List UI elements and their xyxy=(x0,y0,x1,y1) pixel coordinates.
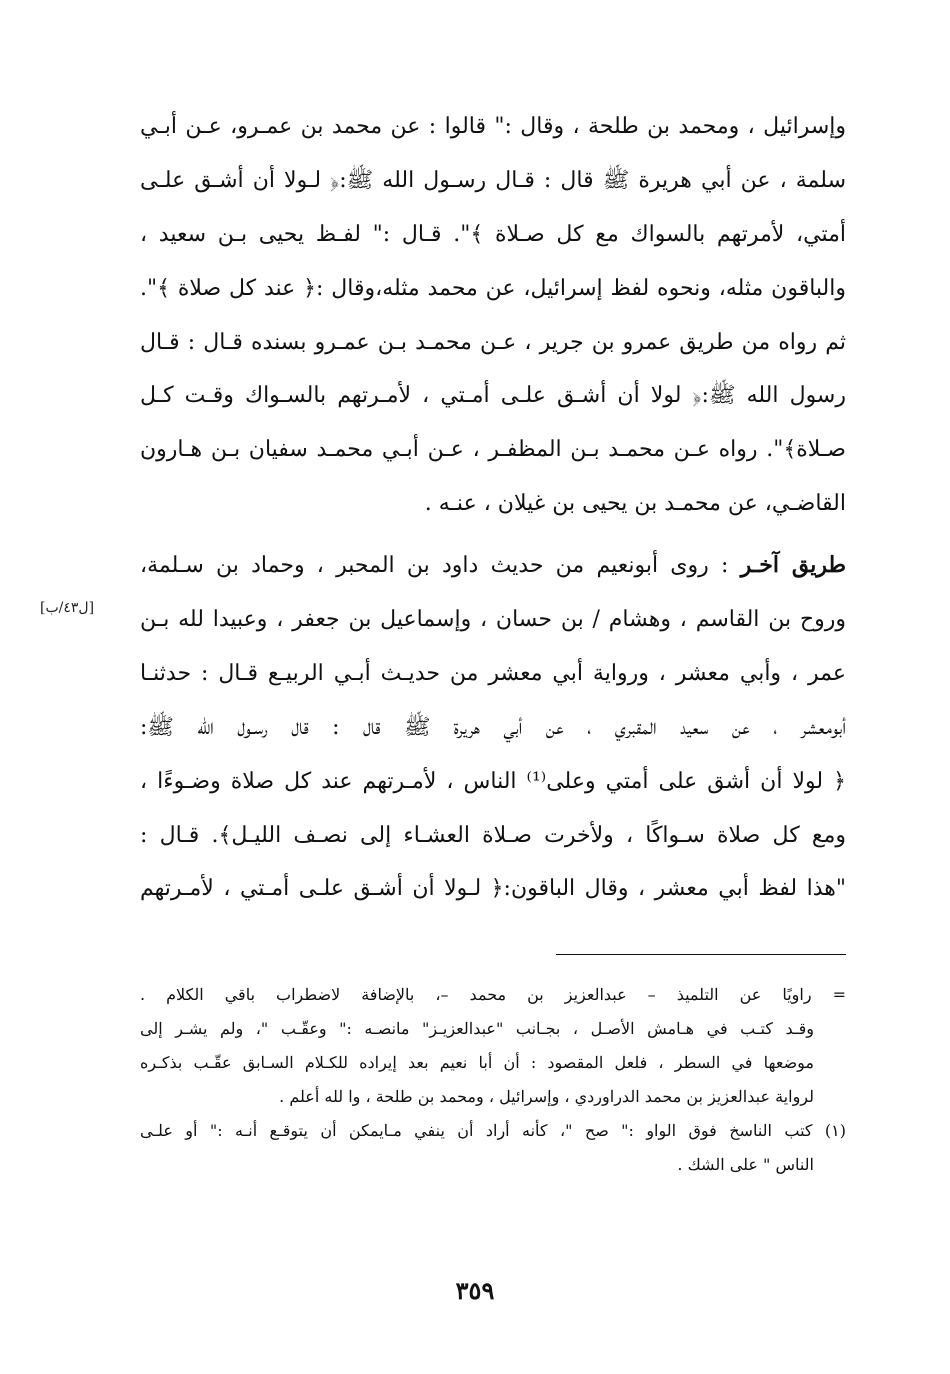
text-line: وإسرائيل ، ومحمد بن طلحة ، وقال :" قالوا : عن محمد بن عمـرو، عـن أبـي xyxy=(140,114,846,139)
footnote-line: لرواية عبدالعزيز بن محمد الدراوردي ، وإسرائيل ، ومحمد بن طلحة ، وا لله أعلم . xyxy=(279,1087,814,1106)
text-line: وروح بن القاسم ، وهشام / بن حسان ، وإسماعيل بن جعفر ، وعبيدا لله بـن xyxy=(140,607,846,633)
text-line: ﴿ لولا أن أشق على أمتي وعلى⁽¹⁾ الناس ، لأمـرتهم عند كل صلاة وضـوءًا ، xyxy=(140,768,846,794)
footnote-line: (١) كتب الناسخ فوق الواو :" صح "، كأنه أراد أن ينفي مـايمكن أن يتوقـع أنـه :" أو علـى xyxy=(140,1121,847,1140)
manuscript-folio-ref: [ل٤٣/ب] xyxy=(40,600,95,616)
footnotes xyxy=(140,978,846,1182)
text-line: أبومعشر ، عن سعيد المقبري ، عن أبي هريرة ﷺ قال : قال رسـول الله ﷺ: xyxy=(140,714,846,740)
text-line: ثم رواه من طريق عمرو بن جرير ، عـن محمـد بـن عمـرو بسنده قـال : قـال xyxy=(140,329,846,355)
text-line: "هذا لفظ أبي معشر ، وقال الباقون:﴿ لـولا أن أشـق علـى أمـتي ، لأمـرتهم xyxy=(140,876,846,902)
text-line: عمر ، وأبي معشر ، ورواية أبي معشر من حديـث أبـي الربيـع قـال : حدثنـا xyxy=(140,660,846,686)
footnote-line: الناس " على الشك . xyxy=(677,1155,814,1174)
text-line: أمتي، لأمرتهم بالسواك مع كل صـلاة ﴾". قـال :" لفـظ يحيى بـن سعيد ، xyxy=(140,221,846,247)
footnote-line: وقـد كتـب في هـامش الأصـل ، بجـانب "عبدالعزيـز" مانصـه :" وعقّـب "، ولم يشـر إلى xyxy=(140,1019,814,1038)
footnote-line: موضعها في السطر ، فلعل المقصود : أن أبا نعيم بعد إيراده للكـلام السـابق عقّـب بذكـره xyxy=(140,1053,814,1072)
paragraph-gap xyxy=(140,531,846,539)
main-text xyxy=(140,100,846,916)
text-line xyxy=(140,539,846,593)
sub-heading: طريق آخـر xyxy=(740,552,846,579)
text-span: : روى أبونعيم من حديث داود بن المحبر ، وحماد بن سـلمة، xyxy=(140,553,741,579)
text-line: القاضـي، عن محمـد بن يحيى بن غيلان ، عنـه . xyxy=(424,491,846,517)
text-line: سلمة ، عن أبي هريرة ﷺ قال : قـال رسـول الله ﷺ:﴿ لـولا أن أشـق علـى xyxy=(140,167,846,193)
page-number: ٣٥٩ xyxy=(455,1276,495,1305)
text-line: والباقون مثله، ونحوه لفظ إسرائيل، عن محمد مثله،وقال :﴿ عند كل صلاة ﴾". xyxy=(140,275,846,301)
text-line: ومع كل صلاة سـواكًا ، ولأخرت صـلاة العشـاء إلى نصـف الليـل﴾. قـال : xyxy=(140,822,846,848)
footnote-line: = راويًا عن التلميذ – عبدالعزيز بن محمد –، بالإضافة لاضطراب باقي الكلام . xyxy=(140,985,846,1004)
footnote-divider xyxy=(556,954,846,955)
text-line: صـلاة﴾". رواه عـن محمـد بـن المظفـر ، عـن أبـي محمـد سفيان بـن هـارون xyxy=(140,437,846,463)
text-line: رسول الله ﷺ:﴿ لولا أن أشـق علـى أمـتي ، لأمـرتهم بالسـواك وقـت كـل xyxy=(140,383,846,409)
